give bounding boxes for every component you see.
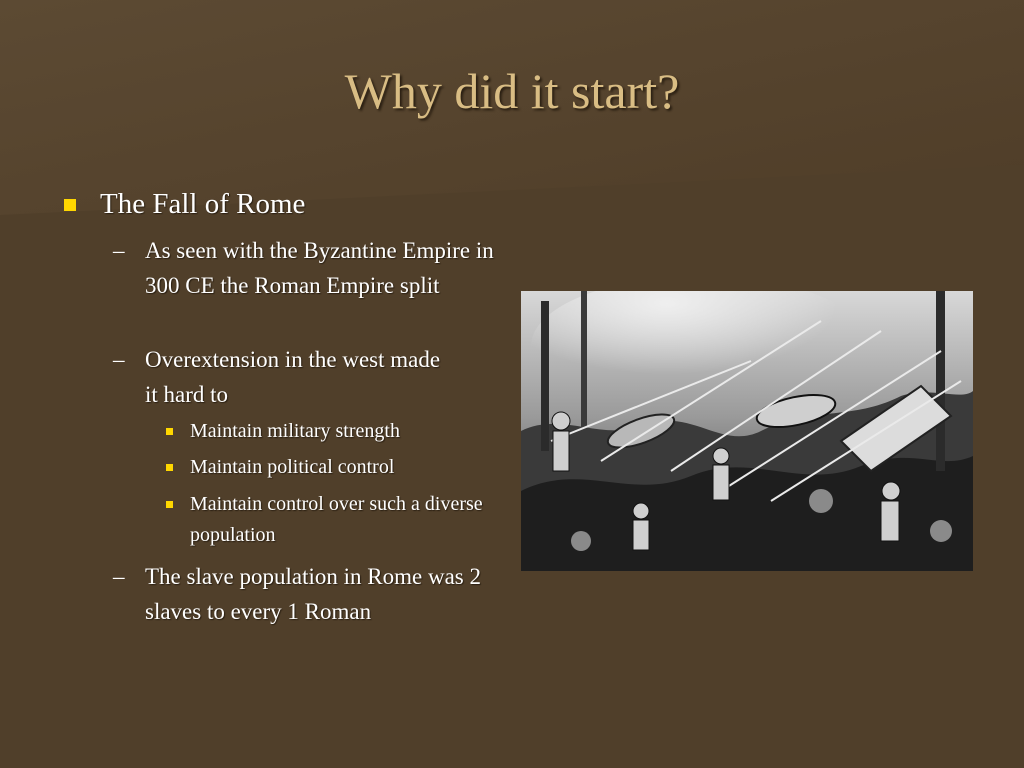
sub-bullet-square-icon	[166, 428, 173, 435]
sub-item-slave-population: The slave population in Rome was 2 slaves to every 1 Roman	[145, 564, 481, 624]
bullet-fall-of-rome: The Fall of Rome	[100, 188, 306, 220]
sub-sub-item-political: Maintain political control	[190, 456, 395, 478]
sub-sub-item-diverse: Maintain control over such a diverse population	[190, 493, 483, 546]
slide-title: Why did it start?	[344, 63, 680, 119]
sub-bullet-square-icon	[166, 464, 173, 471]
dash-marker: –	[113, 564, 125, 589]
sub-bullet-square-icon	[166, 501, 173, 508]
dash-marker: –	[113, 238, 125, 263]
dash-marker: –	[113, 347, 125, 372]
sub-item-byzantine: As seen with the Byzantine Empire in 300 CE the Roman Empire split	[145, 238, 494, 298]
sub-sub-item-military: Maintain military strength	[190, 420, 400, 442]
bullet-square-icon	[64, 199, 76, 211]
sub-item-overextension: Overextension in the west made it hard to	[145, 347, 441, 407]
battle-painting-image	[521, 291, 973, 571]
